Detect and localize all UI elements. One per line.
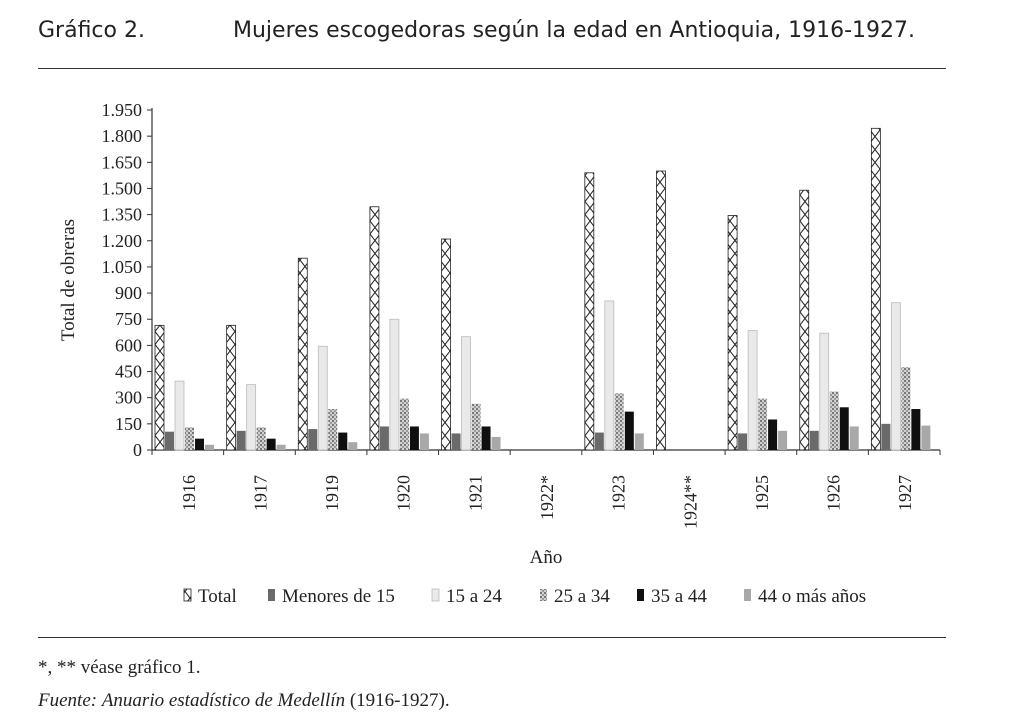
bar-25-a-34-1927 <box>901 367 910 450</box>
y-tick-label: 0 <box>133 440 142 460</box>
bar-25-a-34-1917 <box>257 427 266 450</box>
bar-35-a-44-1925 <box>768 419 777 450</box>
bar-44-o-mas-anos-1927 <box>921 426 930 450</box>
bar-menores-de-15-1927 <box>881 424 890 450</box>
y-tick-label: 750 <box>115 309 142 330</box>
bar-total-1917 <box>227 325 236 450</box>
bar-25-a-34-1925 <box>758 399 767 450</box>
bar-menores-de-15-1920 <box>380 426 389 450</box>
bar-total-1926 <box>800 190 809 450</box>
bar-25-a-34-1916 <box>185 427 194 450</box>
y-tick-label: 150 <box>115 413 142 434</box>
x-category-label: 1919 <box>322 475 343 511</box>
x-category-label: 1924** <box>680 475 701 529</box>
y-tick-label: 600 <box>115 335 142 356</box>
legend-swatch-35-a-44 <box>637 589 644 601</box>
x-category-label: 1923 <box>608 475 629 511</box>
x-axis-title: Año <box>529 547 563 568</box>
bar-15-a-24-1927 <box>891 303 900 450</box>
bar-44-o-mas-anos-1926 <box>850 426 859 450</box>
bar-15-a-24-1926 <box>820 333 829 450</box>
figure-title: Mujeres escogedoras según la edad en Antioquia, 1916-1927. <box>233 18 916 43</box>
bar-total-1920 <box>370 207 379 450</box>
legend-swatch-menores-de-15 <box>268 589 275 601</box>
y-tick-label: 1.350 <box>101 204 142 225</box>
legend-label-44-o-mas-anos: 44 o más años <box>758 586 867 607</box>
x-category-label: 1920 <box>393 475 414 511</box>
bar-25-a-34-1921 <box>472 404 481 450</box>
bar-44-o-mas-anos-1919 <box>348 442 357 450</box>
y-tick-label: 1.500 <box>101 178 142 199</box>
source-line <box>38 690 450 712</box>
bar-total-1916 <box>155 325 164 450</box>
bar-menores-de-15-1926 <box>810 431 819 450</box>
x-category-label: 1916 <box>178 475 199 511</box>
footnote: *, ** véase gráfico 1. <box>38 657 201 678</box>
bar-menores-de-15-1919 <box>308 429 317 450</box>
bar-44-o-mas-anos-1916 <box>205 445 214 450</box>
bar-35-a-44-1923 <box>625 412 634 450</box>
legend-label-15-a-24: 15 a 24 <box>446 586 502 607</box>
source-prefix: Fuente: <box>38 690 98 711</box>
bar-35-a-44-1916 <box>195 439 204 450</box>
bar-total-1923 <box>585 173 594 450</box>
legend-label-25-a-34: 25 a 34 <box>554 586 610 607</box>
y-tick-label: 1.800 <box>101 126 142 147</box>
bar-15-a-24-1920 <box>390 319 399 450</box>
source-publication: Anuario estadístico de Medellín <box>101 690 346 711</box>
bar-35-a-44-1921 <box>482 426 491 450</box>
x-category-label: 1927 <box>895 475 916 511</box>
bar-total-1924 <box>656 171 665 450</box>
bar-25-a-34-1926 <box>830 392 839 450</box>
legend-swatch-15-a-24 <box>432 589 439 601</box>
legend-swatch-25-a-34 <box>540 589 547 601</box>
bar-15-a-24-1917 <box>247 385 256 450</box>
bar-44-o-mas-anos-1917 <box>277 445 286 450</box>
y-axis-title: Total de obreras <box>58 218 79 342</box>
bar-44-o-mas-anos-1921 <box>492 437 501 450</box>
bar-menores-de-15-1923 <box>595 433 604 450</box>
bar-44-o-mas-anos-1923 <box>635 433 644 450</box>
bar-35-a-44-1919 <box>338 433 347 450</box>
bar-35-a-44-1926 <box>840 407 849 450</box>
x-category-label: 1922* <box>537 475 557 520</box>
legend-label-35-a-44: 35 a 44 <box>651 586 707 607</box>
bar-total-1919 <box>298 258 307 450</box>
bar-35-a-44-1917 <box>267 439 276 450</box>
y-tick-label: 1.950 <box>101 100 142 120</box>
bar-25-a-34-1919 <box>328 409 337 450</box>
x-category-label: 1921 <box>465 475 486 511</box>
legend-label-menores-de-15: Menores de 15 <box>282 586 395 607</box>
bar-menores-de-15-1916 <box>165 432 174 450</box>
bar-15-a-24-1916 <box>175 381 184 450</box>
bar-44-o-mas-anos-1925 <box>778 431 787 450</box>
y-tick-label: 1.650 <box>101 152 142 173</box>
figure-label: Gráfico 2. <box>38 18 145 43</box>
bar-15-a-24-1925 <box>748 331 757 450</box>
bar-15-a-24-1923 <box>605 301 614 450</box>
y-tick-label: 1.200 <box>101 230 142 251</box>
bar-total-1927 <box>871 128 880 450</box>
bar-35-a-44-1920 <box>410 426 419 450</box>
y-tick-label: 300 <box>115 387 142 408</box>
legend-swatch-total <box>184 589 191 601</box>
bar-menores-de-15-1917 <box>237 431 246 450</box>
plot-area <box>58 100 940 607</box>
x-category-label: 1926 <box>823 475 844 511</box>
bar-25-a-34-1920 <box>400 399 409 450</box>
bar-44-o-mas-anos-1920 <box>420 433 429 450</box>
y-tick-label: 1.050 <box>101 256 142 277</box>
source-years: (1916-1927). <box>349 690 450 711</box>
bar-menores-de-15-1925 <box>738 433 747 450</box>
legend-swatch-44-o-mas-anos <box>744 589 751 601</box>
bar-total-1925 <box>728 215 737 450</box>
bar-menores-de-15-1921 <box>452 433 461 450</box>
x-category-label: 1917 <box>250 475 271 511</box>
x-category-label: 1925 <box>751 475 772 511</box>
bar-25-a-34-1923 <box>615 393 624 450</box>
bar-total-1921 <box>442 239 451 450</box>
y-tick-label: 900 <box>115 283 142 304</box>
y-tick-label: 450 <box>115 361 142 382</box>
bar-15-a-24-1921 <box>462 337 471 450</box>
bar-35-a-44-1927 <box>911 409 920 450</box>
legend-label-total: Total <box>198 586 237 607</box>
bar-15-a-24-1919 <box>318 346 327 450</box>
bottom-rule <box>38 637 946 638</box>
